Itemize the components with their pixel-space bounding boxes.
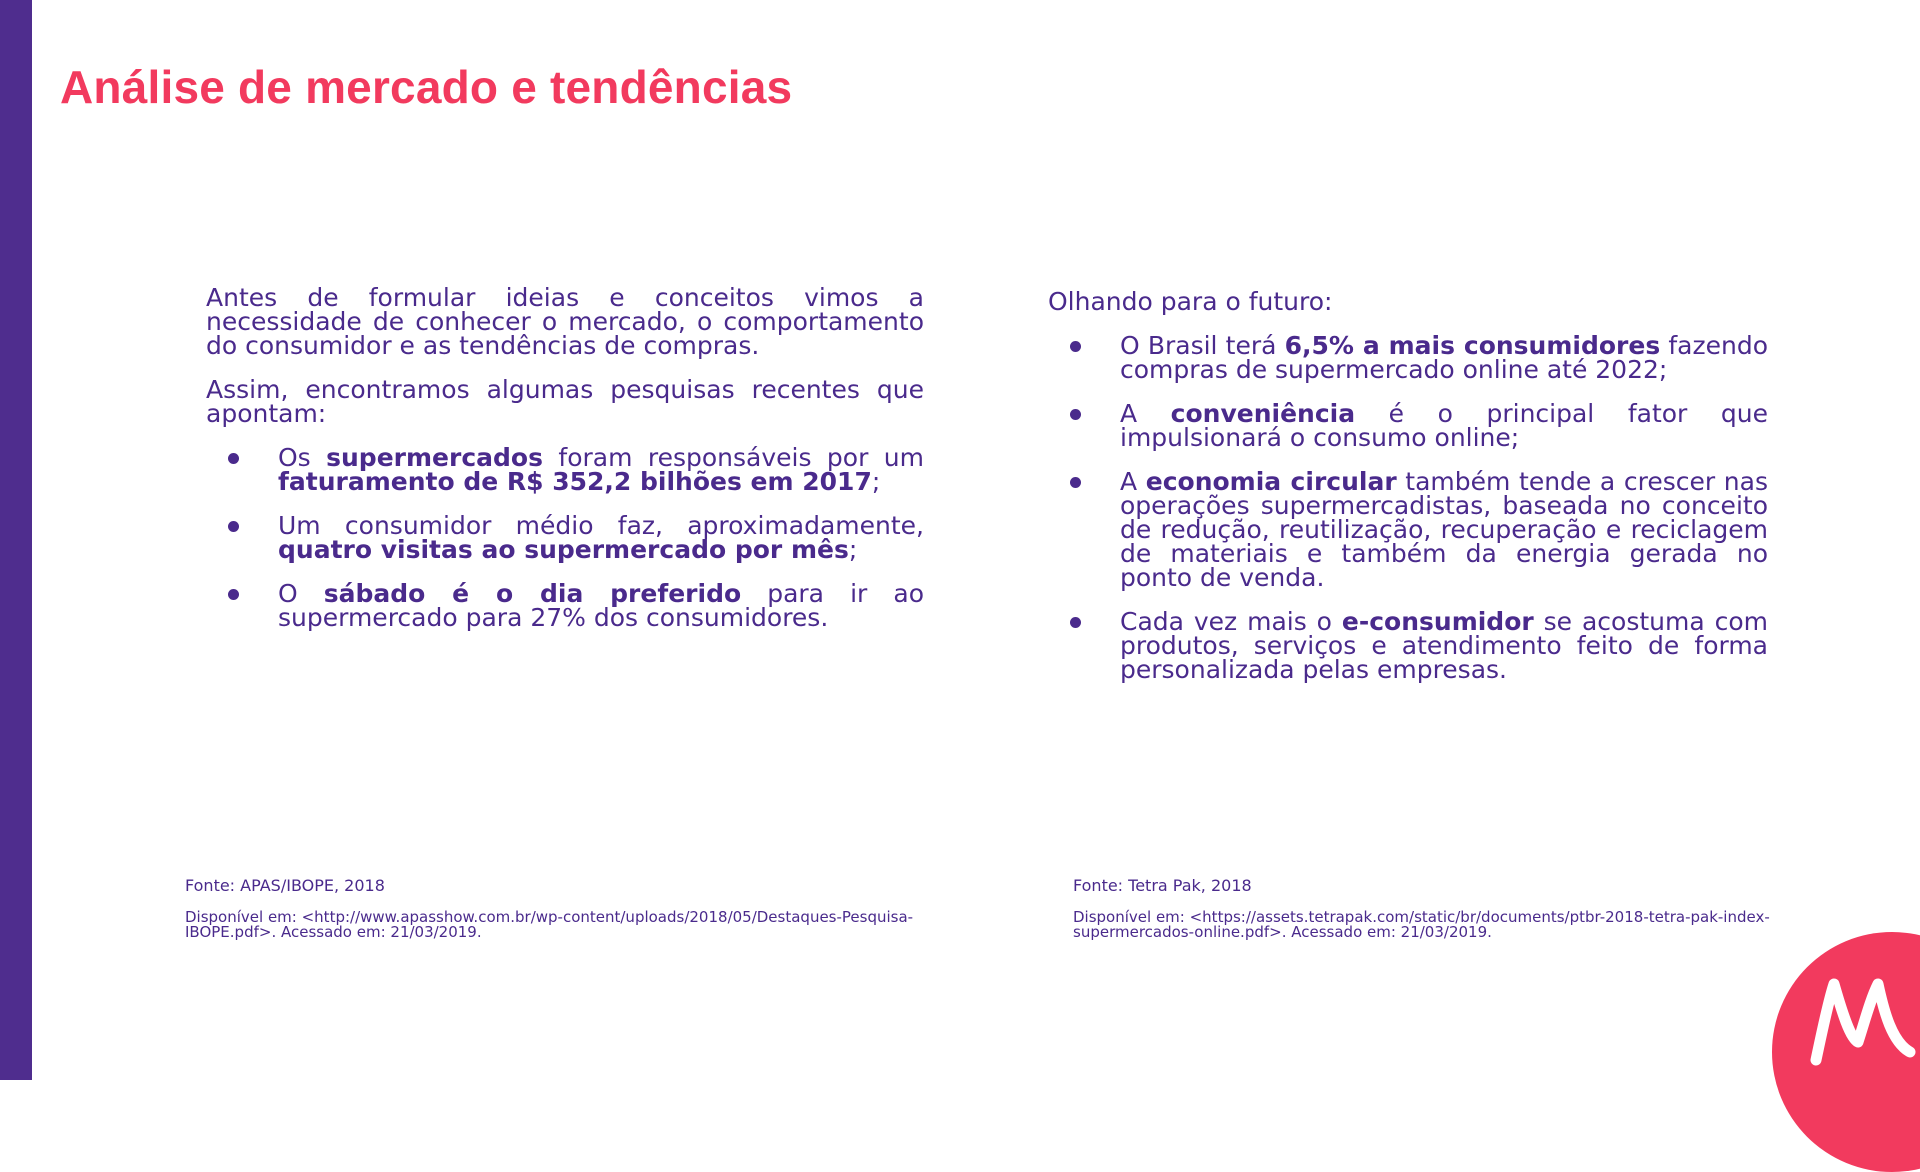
source-label: Fonte: APAS/IBOPE, 2018 bbox=[185, 876, 385, 895]
bullet-icon bbox=[1070, 341, 1081, 352]
source-label: Fonte: Tetra Pak, 2018 bbox=[1073, 876, 1252, 895]
right-source-citation bbox=[1073, 876, 1773, 940]
left-column bbox=[206, 283, 924, 650]
bullet-icon bbox=[1070, 409, 1081, 420]
lead-paragraph: Assim, encontramos algumas pesquisas recentes que apontam: bbox=[206, 375, 924, 428]
left-accent-bar bbox=[0, 0, 32, 1080]
list-item: Cada vez mais o e-consumidor se acostuma com produtos, serviços e atendimento feito de forma personalizada pelas empresas. bbox=[1048, 610, 1768, 682]
slide-title: Análise de mercado e tendências bbox=[60, 61, 793, 113]
brand-m-logo-icon bbox=[1772, 932, 1920, 1172]
bullet-icon bbox=[228, 589, 239, 600]
list-item: O Brasil terá 6,5% a mais consumidores fazendo compras de supermercado online até 2022; bbox=[1048, 334, 1768, 382]
list-item: A economia circular também tende a crescer nas operações supermercadistas, baseada no conceito de redução, reutilização, recuperação e reciclagem de materiais e também da energia gerada no ponto de venda. bbox=[1048, 470, 1768, 590]
right-column bbox=[1048, 287, 1768, 702]
bullet-icon bbox=[1070, 477, 1081, 488]
list-item: A conveniência é o principal fator que impulsionará o consumo online; bbox=[1048, 402, 1768, 450]
intro-paragraph: Antes de formular ideias e conceitos vimos a necessidade de conhecer o mercado, o comportamento do consumidor e as tendências de compras. bbox=[206, 283, 924, 360]
left-source-citation bbox=[185, 876, 985, 940]
source-link-text: Disponível em: <https://assets.tetrapak.com/static/br/documents/ptbr-2018-tetra-pak-index-supermercados-online.pdf>. Acessado em: 21/03/2019. bbox=[1073, 908, 1770, 941]
bullet-icon bbox=[228, 521, 239, 532]
list-item: Um consumidor médio faz, aproximadamente, quatro visitas ao supermercado por mês; bbox=[206, 514, 924, 562]
future-lead: Olhando para o futuro: bbox=[1048, 287, 1333, 316]
source-link-text: Disponível em: <http://www.apasshow.com.br/wp-content/uploads/2018/05/Destaques-Pesquisa-IBOPE.pdf>. Acessado em: 21/03/2019. bbox=[185, 908, 914, 941]
list-item: Os supermercados foram responsáveis por um faturamento de R$ 352,2 bilhões em 2017; bbox=[206, 446, 924, 494]
list-item: O sábado é o dia preferido para ir ao supermercado para 27% dos consumidores. bbox=[206, 582, 924, 630]
right-bullet-list bbox=[1048, 331, 1768, 684]
bullet-icon bbox=[1070, 617, 1081, 628]
m-letter-icon bbox=[1808, 972, 1918, 1072]
left-bullet-list bbox=[206, 443, 924, 632]
bullet-icon bbox=[228, 453, 239, 464]
